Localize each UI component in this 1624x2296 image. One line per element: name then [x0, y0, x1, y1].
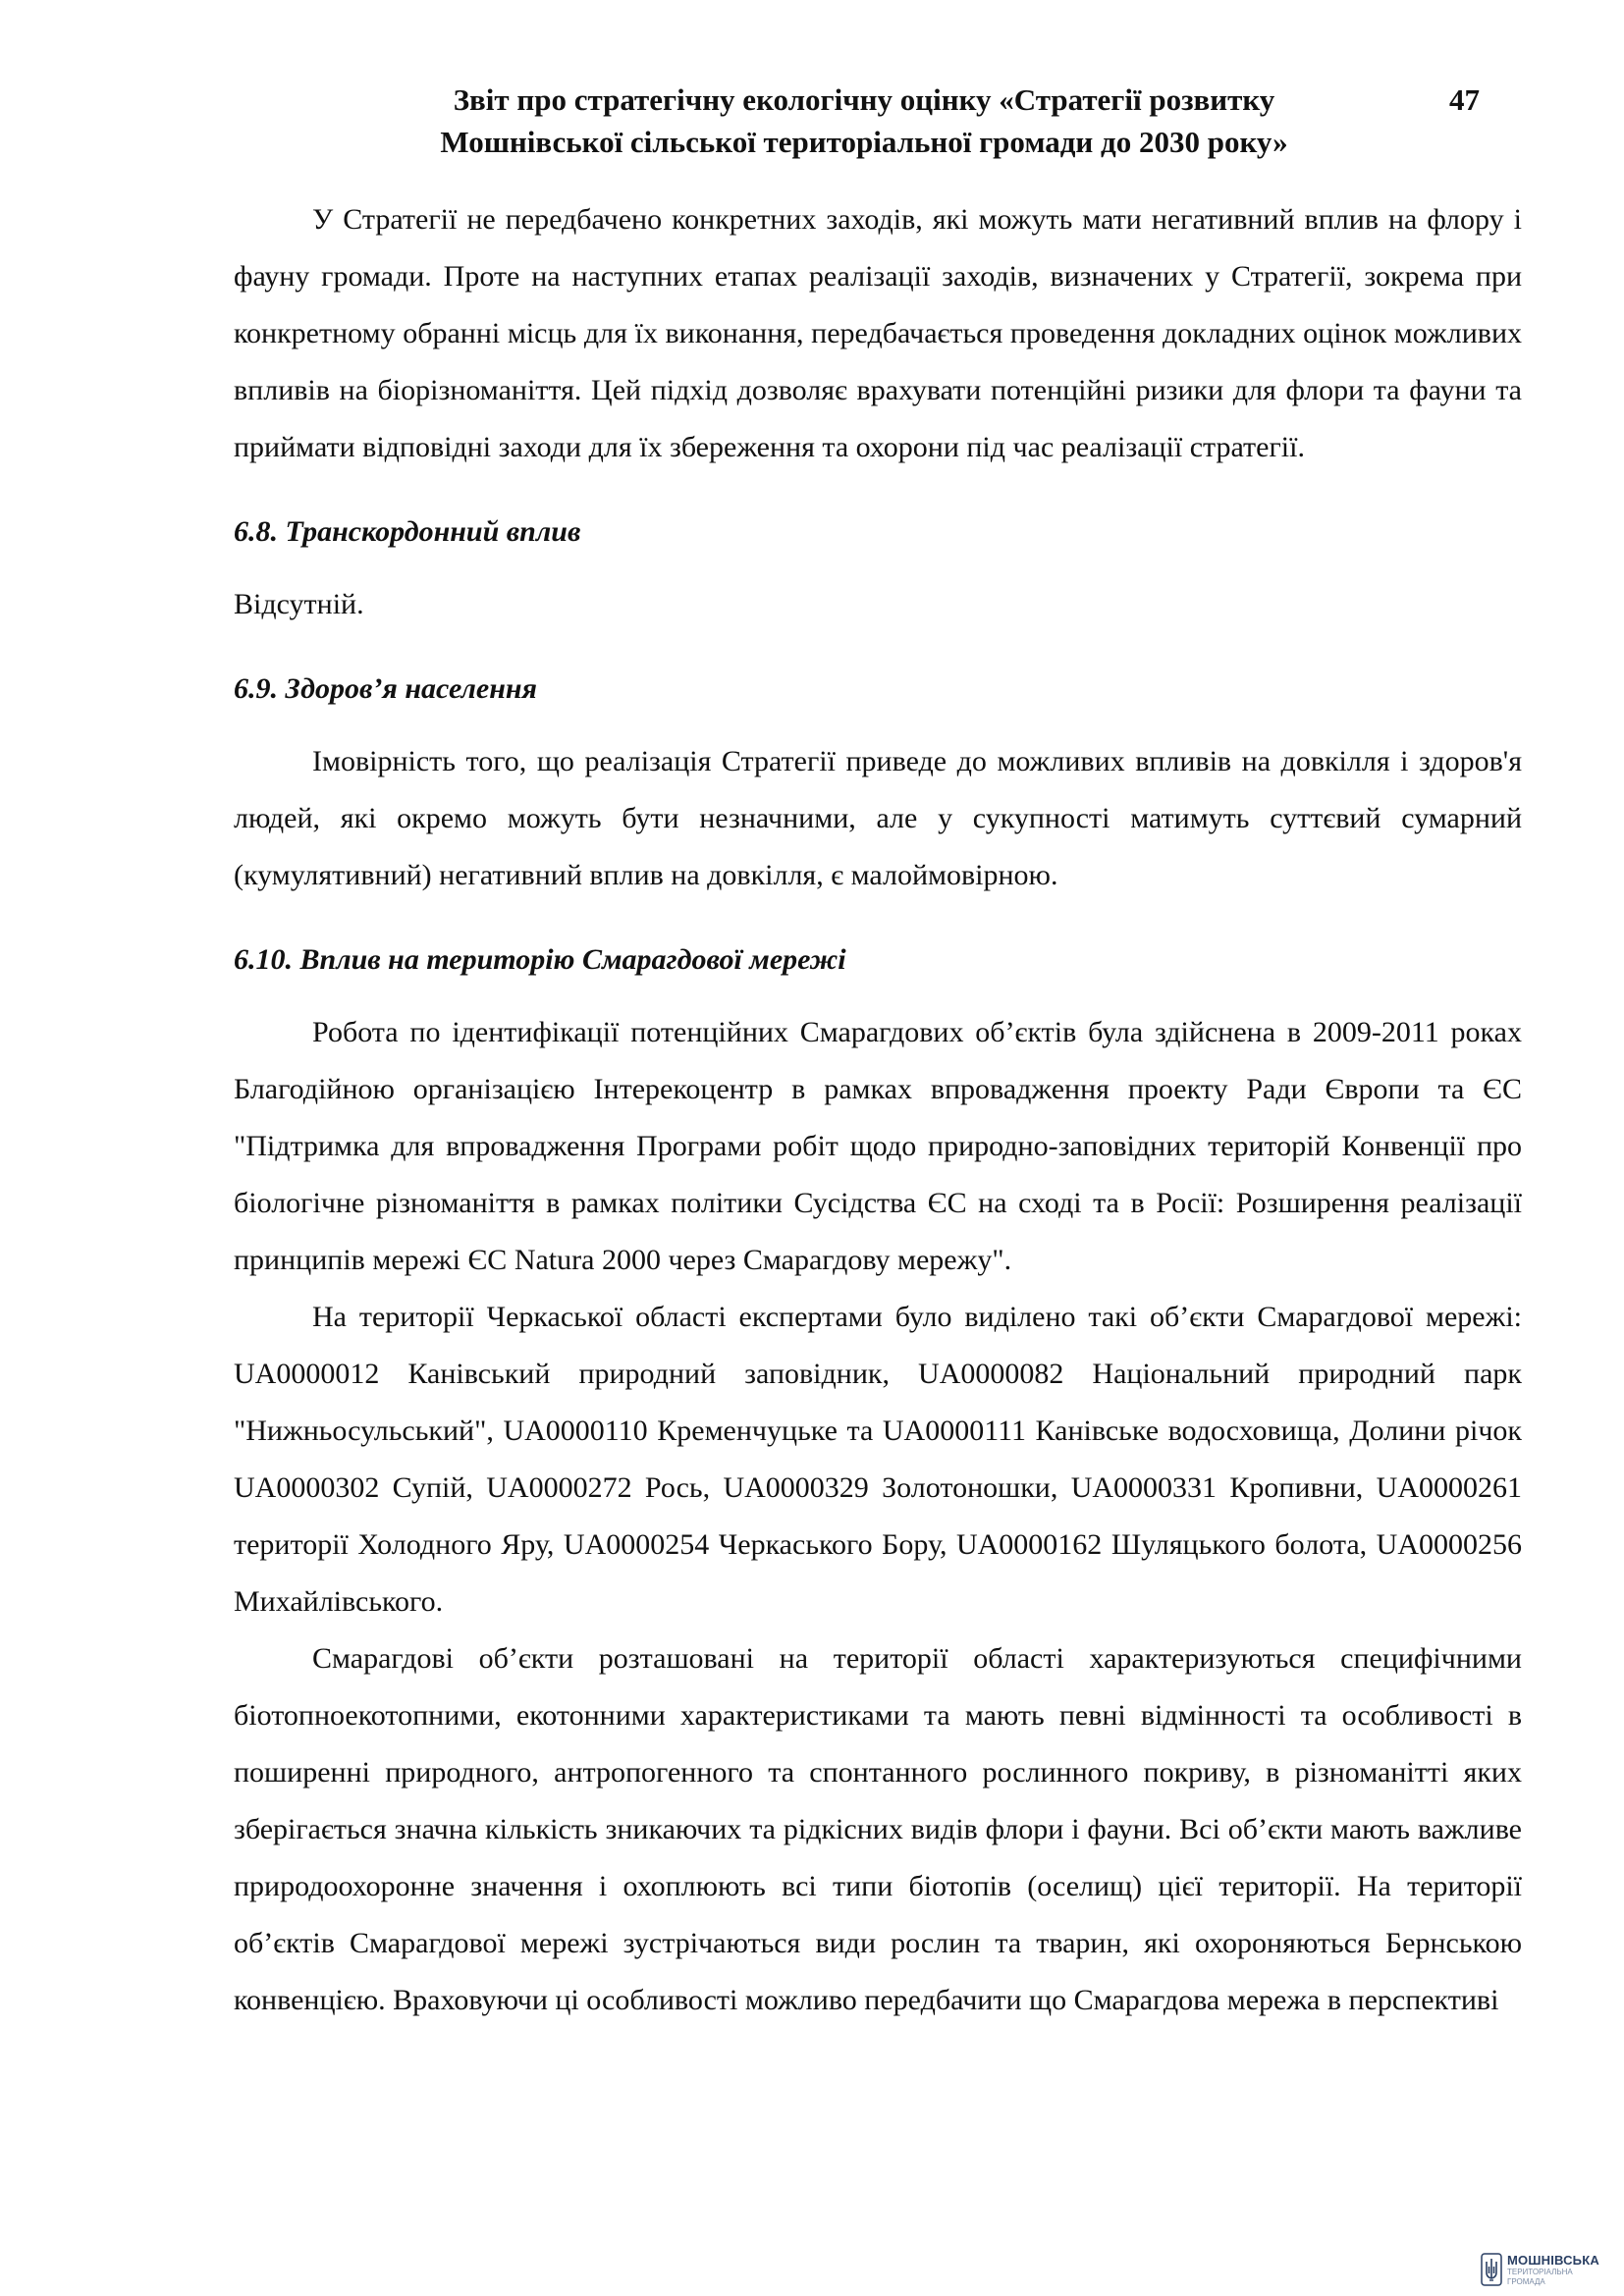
header-title-line2: Мошнівської сільської територіальної громади до 2030 року» [440, 125, 1288, 159]
page-number: 47 [1449, 82, 1480, 117]
document-body [234, 191, 1522, 2029]
paragraph-health: Імовірність того, що реалізація Стратегії приведе до можливих впливів на довкілля і здоров'я людей, які окремо можуть бути незначними, але у сукупності матимуть суттєвий сумарний (кумулятивний) негативний вплив на довкілля, є малоймовірною. [234, 745, 1522, 891]
paragraph-emerald-objects: На території Черкаської області експертами було виділено такі об’єкти Смарагдової мережі: UA0000012 Канівський природний заповідник, UA0000082 Національний природний парк "Нижньосульський", UA0000110 Кременчуцьке та UA0000111 Канівське водосховища, Долини річок UA0000302 Супій, UA0000272 Рось, UA0000329 Золотоношки, UA0000331 Кропивни, UA0000261 території Холодного Яру, UA0000254 Черкаського Бору, UA0000162 Шуляцького болота, UA0000256 Михайлівського. [234, 1301, 1522, 1618]
document-header [373, 79, 1355, 163]
paragraph-emerald-features: Смарагдові об’єкти розташовані на території області характеризуються специфічними біотопноекотопними, екотонними характеристиками та мають певні відмінності та особливості в поширенні природного, антропогенного та спонтанного рослинного покриву, в різноманітті яких зберігається значна кількість зникаючих та рідкісних видів флори і фауни. Всі об’єкти мають важливе природоохоронне значення і охоплюють всі типи біотопів (оселищ) цієї території. На території об’єктів Смарагдової мережі зустрічаються види рослин та тварин, які охороняються Бернською конвенцією. Враховуючи ці особливості можливо передбачити що Смарагдова мережа в перспективі [234, 1642, 1522, 2016]
header-title-line1: Звіт про стратегічну екологічну оцінку «Стратегії розвитку [453, 82, 1275, 117]
paragraph-emerald-work: Робота по ідентифікації потенційних Смарагдових об’єктів була здійснена в 2009-2011 роках Благодійною організацією Інтерекоцентр в рамках впровадження проекту Ради Європи та ЄС "Підтримка для впровадження Програми робіт щодо природно-заповідних територій Конвенції про біологічне різноманіття в рамках політики Сусідства ЄС на сході та в Росії: Розширення реалізації принципів мережі ЄС Natura 2000 через Смарагдову мережу". [234, 1016, 1522, 1276]
paragraph-flora-fauna: У Стратегії не передбачено конкретних заходів, які можуть мати негативний вплив на флору і фауну громади. Проте на наступних етапах реалізації заходів, визначених у Стратегії, зокрема при конкретному обранні місць для їх виконання, передбачається проведення докладних оцінок можливих впливів на біорізноманіття. Цей підхід дозволяє врахувати потенційні ризики для флори та фауни та приймати відповідні заходи для їх збереження та охорони під час реалізації стратегії. [234, 203, 1522, 463]
heading-6-10: 6.10. Вплив на територію Смарагдової мережі [234, 943, 846, 976]
logo-subtitle-line2: ГРОМАДА [1507, 2276, 1545, 2286]
community-logo [1481, 2250, 1618, 2289]
logo-subtitle-line1: ТЕРИТОРІАЛЬНА [1507, 2267, 1573, 2276]
trident-emblem-icon [1481, 2253, 1502, 2286]
heading-6-9: 6.9. Здоров’я населення [234, 672, 538, 705]
logo-title: МОШНІВСЬКА [1507, 2252, 1599, 2268]
paragraph-transboundary: Відсутній. [234, 588, 364, 620]
heading-6-8: 6.8. Транскордонний вплив [234, 515, 581, 548]
logo-text [1507, 2254, 1599, 2286]
